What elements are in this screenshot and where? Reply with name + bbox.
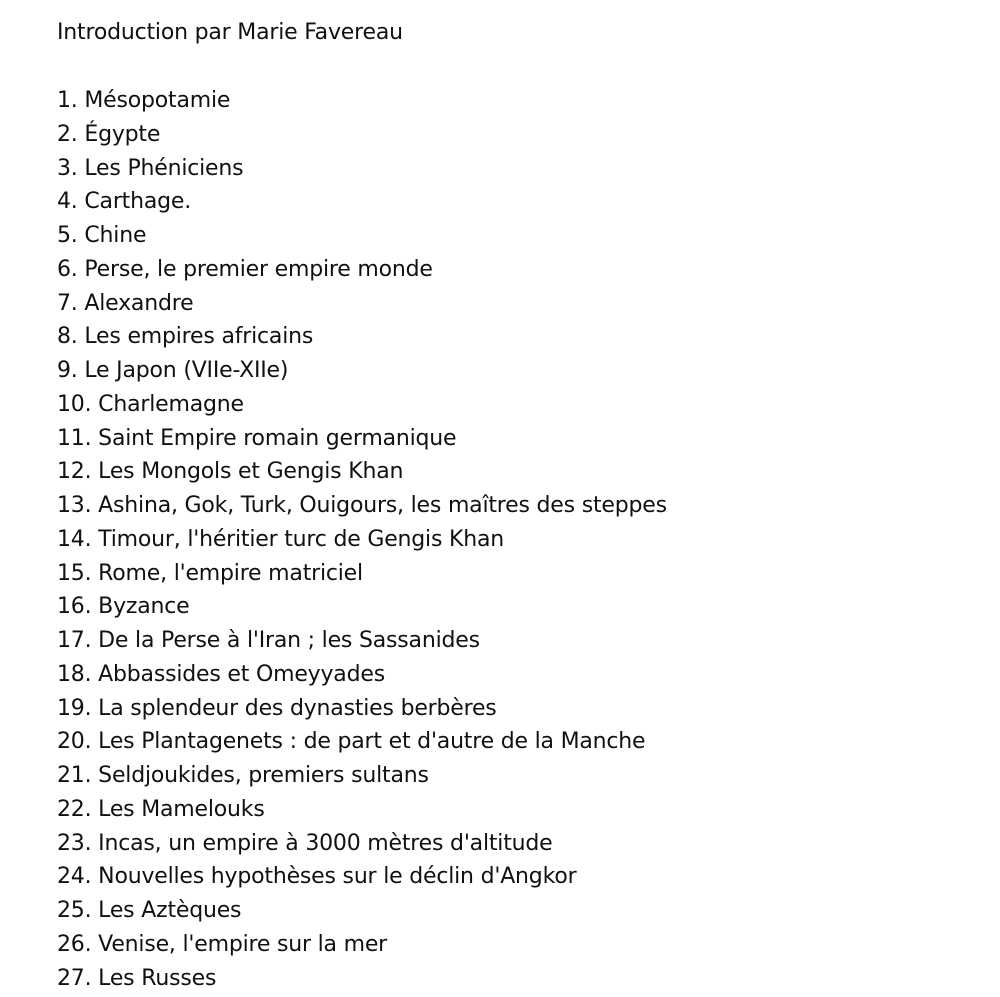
intro-line: Introduction par Marie Favereau	[57, 20, 403, 45]
chapter-item: 23. Incas, un empire à 3000 mètres d'altitude	[57, 830, 553, 856]
chapter-item: 25. Les Aztèques	[57, 898, 242, 923]
chapter-item: 20. Les Plantagenets : de part et d'autre de la Manche	[57, 729, 646, 755]
chapter-item: 16. Byzance	[57, 594, 190, 620]
chapter-item: 10. Charlemagne	[57, 391, 244, 417]
chapter-item: 12. Les Mongols et Gengis Khan	[57, 459, 404, 485]
chapter-item: 6. Perse, le premier empire monde	[57, 256, 433, 282]
chapter-item: 9. Le Japon (VIIe-XIIe)	[57, 358, 289, 383]
chapter-item: 26. Venise, l'empire sur la mer	[57, 931, 388, 957]
chapter-item: 21. Seldjoukides, premiers sultans	[57, 763, 429, 788]
chapter-item: 17. De la Perse à l'Iran ; les Sassanides	[57, 628, 480, 653]
chapter-item: 8. Les empires africains	[57, 324, 314, 350]
chapter-item: 13. Ashina, Gok, Turk, Ouigours, les maîtres des steppes	[57, 493, 667, 518]
chapter-item: 3. Les Phéniciens	[57, 155, 244, 181]
chapter-item: 5. Chine	[57, 223, 147, 248]
chapter-item: 24. Nouvelles hypothèses sur le déclin d'Angkor	[57, 864, 577, 890]
chapter-item: 11. Saint Empire romain germanique	[57, 425, 457, 451]
chapter-item: 1. Mésopotamie	[57, 88, 231, 113]
chapter-item: 7. Alexandre	[57, 290, 194, 316]
chapter-item: 22. Les Mamelouks	[57, 796, 265, 822]
chapter-list	[57, 84, 667, 995]
chapter-item: 14. Timour, l'héritier turc de Gengis Khan	[57, 526, 504, 552]
chapter-item: 27. Les Russes	[57, 965, 217, 991]
chapter-item: 15. Rome, l'empire matriciel	[57, 560, 363, 586]
chapter-item: 2. Égypte	[57, 121, 161, 147]
chapter-item: 4. Carthage.	[57, 189, 192, 215]
chapter-item: 18. Abbassides et Omeyyades	[57, 661, 385, 687]
chapter-item: 19. La splendeur des dynasties berbères	[57, 695, 497, 721]
